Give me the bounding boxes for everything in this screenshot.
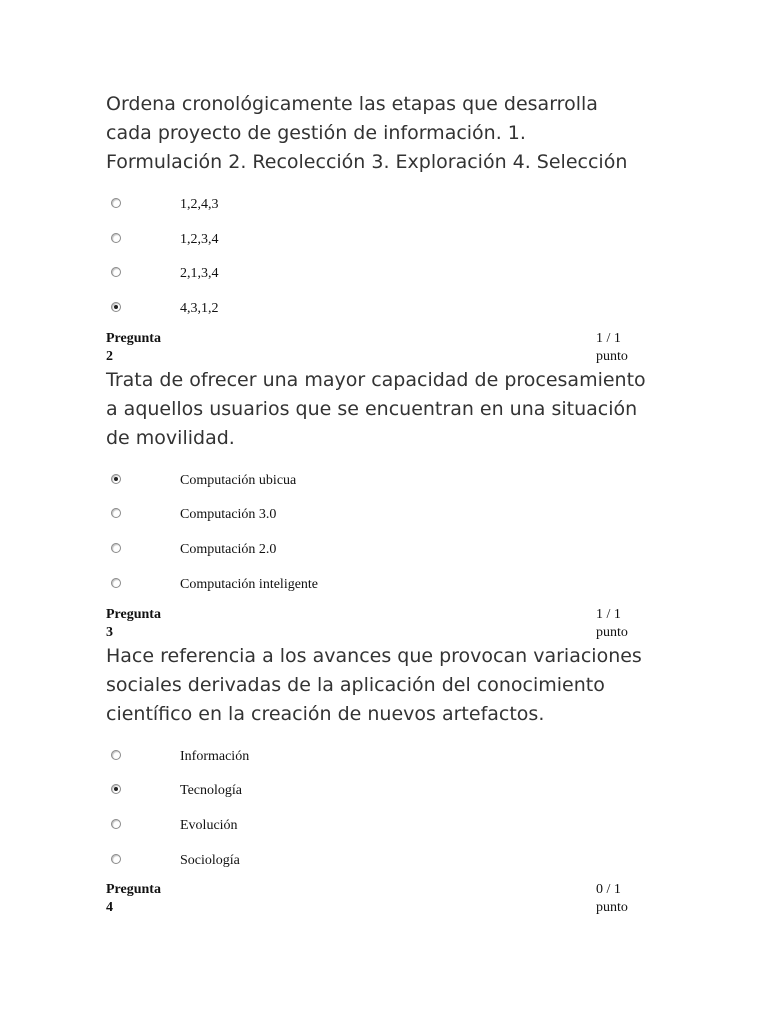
radio-button[interactable] <box>111 750 121 760</box>
quiz-page <box>106 90 646 917</box>
option-1-3[interactable] <box>106 260 646 295</box>
option-1-2[interactable] <box>106 226 646 261</box>
question-block-2 <box>106 366 646 642</box>
score-unit: punto <box>596 624 628 640</box>
radio-button[interactable] <box>111 198 121 208</box>
option-label: Computación 3.0 <box>180 507 277 523</box>
option-2-4[interactable] <box>106 571 646 606</box>
question-word: Pregunta <box>106 330 161 346</box>
question-word: Pregunta <box>106 606 161 622</box>
question-header-2 <box>106 330 632 366</box>
option-label: Computación 2.0 <box>180 542 277 558</box>
question-header-3 <box>106 606 632 642</box>
radio-button[interactable] <box>111 578 121 588</box>
question-text-1: Ordena cronológicamente las etapas que desarrolla cada proyecto de gestión de información. 1. Formulación 2. Recolección 3. Exploración 4. Selección <box>106 93 628 173</box>
question-text-3: Hace referencia a los avances que provocan variaciones sociales derivadas de la aplicación del conocimiento científico en la creación de nuevos artefactos. <box>106 644 642 725</box>
radio-button[interactable] <box>111 508 121 518</box>
option-2-2[interactable] <box>106 501 646 536</box>
option-label: Tecnología <box>180 783 242 799</box>
question-score: 1 / 1 <box>596 330 621 346</box>
radio-button-selected[interactable] <box>111 784 121 794</box>
radio-button[interactable] <box>111 854 121 864</box>
option-3-1[interactable] <box>106 743 646 778</box>
question-score: 0 / 1 <box>596 882 621 898</box>
radio-button[interactable] <box>111 543 121 553</box>
option-1-4[interactable] <box>106 295 646 330</box>
option-label: Sociología <box>180 852 240 868</box>
score-unit: punto <box>596 900 628 916</box>
option-label: 2,1,3,4 <box>180 266 219 282</box>
radio-button[interactable] <box>111 233 121 243</box>
option-3-4[interactable] <box>106 847 646 882</box>
question-block-1 <box>106 90 646 366</box>
question-word: Pregunta <box>106 882 161 898</box>
option-label: 4,3,1,2 <box>180 301 219 317</box>
question-number: 3 <box>106 624 113 640</box>
radio-button-selected[interactable] <box>111 302 121 312</box>
option-2-1[interactable] <box>106 467 646 502</box>
question-number: 4 <box>106 900 113 916</box>
question-score: 1 / 1 <box>596 606 621 622</box>
options-list-2 <box>106 467 646 606</box>
score-unit: punto <box>596 348 628 364</box>
question-block-3 <box>106 642 646 918</box>
question-text-2: Trata de ofrecer una mayor capacidad de procesamiento a aquellos usuarios que se encuentran en una situación de movilidad. <box>106 368 646 449</box>
option-label: Computación ubicua <box>180 472 297 488</box>
option-3-3[interactable] <box>106 812 646 847</box>
radio-button[interactable] <box>111 819 121 829</box>
option-label: Evolución <box>180 817 238 833</box>
option-3-2[interactable] <box>106 777 646 812</box>
question-header-4 <box>106 881 632 917</box>
radio-button[interactable] <box>111 267 121 277</box>
options-list-1 <box>106 191 646 330</box>
options-list-3 <box>106 743 646 882</box>
radio-button-selected[interactable] <box>111 474 121 484</box>
option-2-3[interactable] <box>106 536 646 571</box>
option-label: 1,2,4,3 <box>180 197 219 212</box>
option-1-1[interactable] <box>106 191 646 226</box>
option-label: Computación inteligente <box>180 576 319 592</box>
option-label: Información <box>180 748 250 764</box>
question-number: 2 <box>106 348 113 364</box>
option-label: 1,2,3,4 <box>180 231 219 247</box>
